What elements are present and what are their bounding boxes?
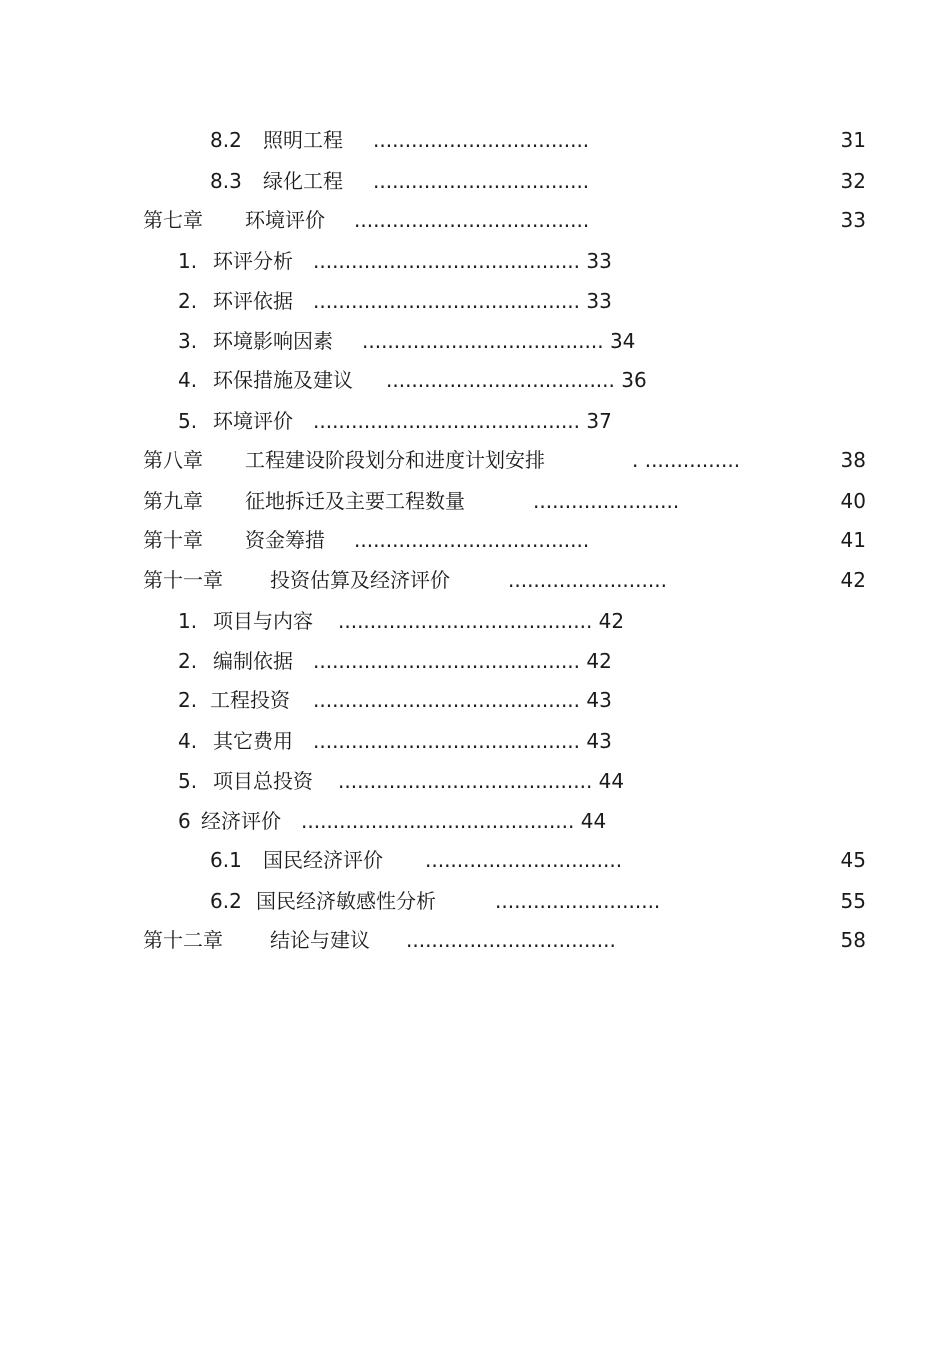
toc-leader: .......................................... [313,729,581,753]
toc-page-number: 33 [586,289,612,313]
toc-title: 结论与建议 [270,928,370,952]
toc-title: 环境评价 [245,208,325,232]
toc-page-number: 40 [840,489,866,513]
toc-leader-group [338,768,624,794]
toc-number: 1. [178,249,198,273]
toc-number: 6.2 [210,889,242,913]
toc-entry-11-4[interactable] [178,728,612,754]
toc-title: 投资估算及经济评价 [270,568,450,592]
toc-number: 4. [178,729,198,753]
toc-title: 国民经济敏感性分析 [256,889,436,913]
toc-title: 项目总投资 [213,769,313,793]
toc-title: 环境影响因素 [213,329,333,353]
toc-leader: ............................... [425,848,623,872]
toc-title: 资金筹措 [245,528,325,552]
toc-title: 国民经济评价 [263,848,383,872]
toc-page-number: 44 [598,769,625,793]
toc-number: 第九章 [143,489,203,513]
toc-leader: .......................................... [313,688,581,712]
toc-leader-group [362,328,635,354]
toc-entry-7-3[interactable] [178,328,636,354]
toc-number: 第八章 [143,448,203,472]
toc-page-number: 58 [840,928,866,952]
toc-title: 绿化工程 [263,169,343,193]
toc-number: 第十一章 [143,568,223,592]
toc-page-number: 31 [840,128,866,152]
toc-leader-group [301,808,606,834]
toc-number: 6.1 [210,848,242,872]
toc-leader-group [313,408,612,434]
toc-page-number: 42 [586,649,612,673]
toc-leader: .................................. [373,128,590,152]
toc-number: 8.2 [210,128,242,152]
toc-entry-7-1[interactable] [178,248,612,274]
toc-page-number: 38 [840,448,866,472]
toc-page-number: 33 [586,249,612,273]
toc-number: 1. [178,609,198,633]
toc-entry-11-5[interactable] [178,768,625,794]
toc-entry-7-2[interactable] [178,288,612,314]
toc-leader-group [386,367,647,393]
toc-title: 征地拆迁及主要工程数量 [245,489,465,513]
toc-number: 2. [178,688,198,712]
toc-leader: ........................................... [301,809,575,833]
toc-leader-group [313,687,612,713]
toc-page-number: 45 [840,848,866,872]
toc-number: 3. [178,329,198,353]
toc-title: 项目与内容 [213,609,313,633]
toc-number: 8.3 [210,169,242,193]
toc-title: 环保措施及建议 [213,368,353,392]
toc-leader: ........................................ [338,769,593,793]
toc-title: 其它费用 [213,729,293,753]
toc-leader: .................................... [386,368,615,392]
toc-number: 2. [178,649,198,673]
toc-number: 第七章 [143,208,203,232]
toc-number: 5. [178,409,198,433]
toc-leader-group [313,248,612,274]
toc-entry-11-3[interactable] [178,687,612,713]
toc-number: 2. [178,289,198,313]
toc-leader: ................................. [406,928,616,952]
toc-leader: ....................... [533,489,680,513]
toc-leader-group [313,728,612,754]
toc-leader: .......................................... [313,649,581,673]
toc-title: 环评依据 [213,289,293,313]
toc-page-number: 42 [598,609,625,633]
toc-page-number: 34 [609,329,636,353]
toc-entry-11-1[interactable] [178,608,625,634]
toc-leader: .................................. [373,169,590,193]
toc-title: 环境评价 [213,409,293,433]
toc-number: 第十二章 [143,928,223,952]
toc-page-number: 37 [586,409,612,433]
toc-entry-11-6[interactable] [178,808,607,834]
toc-leader: ..................................... [354,528,590,552]
toc-title: 照明工程 [263,128,343,152]
toc-leader-group [313,648,612,674]
toc-leader: ..................................... [354,208,590,232]
toc-leader: ........................................ [338,609,593,633]
toc-number: 6 [178,809,191,833]
toc-page-number: 36 [621,368,647,392]
toc-page-number: 43 [586,688,612,712]
toc-page-number: 55 [840,889,866,913]
toc-title: 环评分析 [213,249,293,273]
toc-title: 工程投资 [210,688,290,712]
toc-entry-7-5[interactable] [178,408,612,434]
toc-title: 经济评价 [201,809,281,833]
toc-page-number: 44 [580,809,607,833]
toc-title: 工程建设阶段划分和进度计划安排 [245,448,545,472]
toc-leader: .......................................... [313,289,581,313]
toc-number: 5. [178,769,198,793]
toc-entry-11-2[interactable] [178,648,612,674]
toc-leader: .......................... [495,889,661,913]
toc-leader: .......................................... [313,409,581,433]
toc-leader-group [313,288,612,314]
toc-number: 4. [178,368,198,392]
toc-page-number: 33 [840,208,866,232]
toc-leader: . ............... [632,448,741,472]
toc-leader-group [338,608,624,634]
toc-page-number: 42 [840,568,866,592]
toc-page-number: 32 [840,169,866,193]
toc-page-number: 41 [840,528,866,552]
toc-page-number: 43 [586,729,612,753]
toc-leader: .......................................... [313,249,581,273]
toc-title: 编制依据 [213,649,293,673]
toc-number: 第十章 [143,528,203,552]
toc-entry-7-4[interactable] [178,367,647,393]
toc-leader: ...................................... [362,329,604,353]
toc-leader: ......................... [508,568,667,592]
